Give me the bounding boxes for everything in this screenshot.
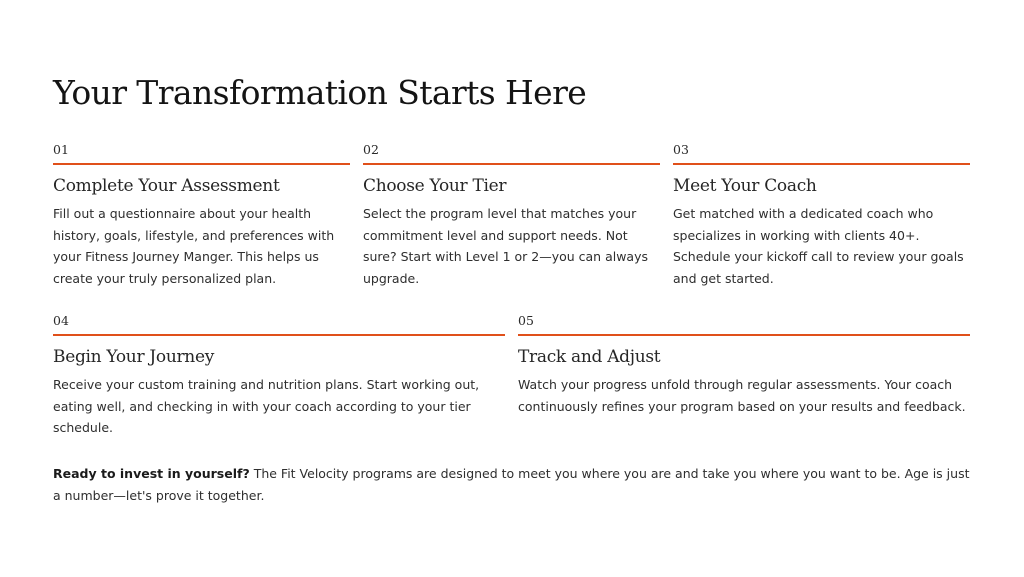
step-1 — [53, 142, 350, 290]
step-divider — [53, 163, 350, 165]
step-number: 01 — [53, 142, 69, 157]
step-description: Watch your progress unfold through regular assessments. Your coach continuously refines your program based on your results and feedback. — [518, 377, 966, 414]
step-description: Select the program level that matches your commitment level and support needs. Not sure? Start with Level 1 or 2—you can always upgrade. — [363, 206, 649, 287]
step-divider — [363, 163, 660, 165]
step-divider — [518, 334, 970, 336]
closing-lead: Ready to invest in yourself? — [53, 466, 250, 481]
step-divider — [53, 334, 505, 336]
step-heading: Meet Your Coach — [673, 176, 817, 196]
step-heading: Begin Your Journey — [53, 347, 215, 367]
step-divider — [673, 163, 970, 165]
closing-text: The Fit Velocity programs are designed to meet you where you are and take you where you want to be. Age is just a number—let's prove it together. — [53, 466, 970, 503]
step-description: Get matched with a dedicated coach who specializes in working with clients 40+. Schedule your kickoff call to review your goals and get started. — [673, 206, 964, 287]
step-heading: Track and Adjust — [518, 347, 661, 367]
step-heading: Complete Your Assessment — [53, 176, 280, 196]
step-number: 04 — [53, 313, 69, 328]
page-title: Your Transformation Starts Here — [53, 73, 587, 112]
closing-paragraph — [53, 463, 973, 506]
step-number: 03 — [673, 142, 689, 157]
step-5 — [518, 313, 970, 417]
step-3 — [673, 142, 970, 290]
step-description: Fill out a questionnaire about your health history, goals, lifestyle, and preferences with your Fitness Journey Manger. This helps us create your truly personalized plan. — [53, 206, 335, 287]
step-number: 02 — [363, 142, 379, 157]
step-2 — [363, 142, 660, 290]
step-number: 05 — [518, 313, 534, 328]
step-4 — [53, 313, 505, 439]
step-heading: Choose Your Tier — [363, 176, 507, 196]
step-description: Receive your custom training and nutrition plans. Start working out, eating well, and checking in with your coach according to your tier schedule. — [53, 377, 480, 436]
